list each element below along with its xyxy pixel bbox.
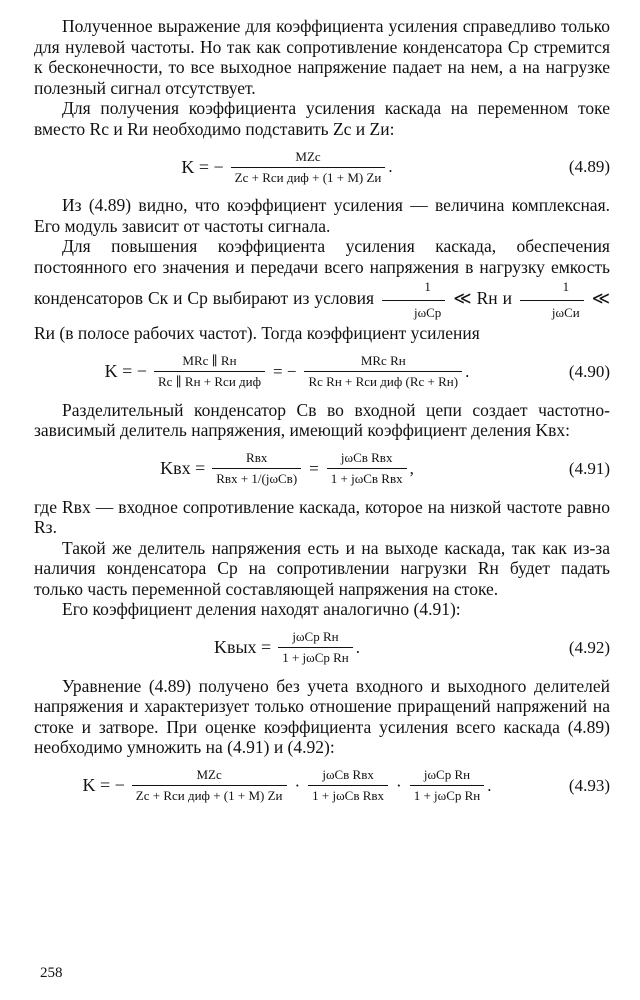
- equation-number: (4.93): [568, 775, 610, 795]
- cond-relation-1: ≪ Rн: [453, 288, 498, 309]
- page-content: [34, 16, 610, 814]
- paragraph-3: Из (4.89) видно, что коэффициент усиления — величина комплексная. Его модуль зависит от частоты сигнала.: [34, 195, 610, 236]
- eq-numerator-1: MRс ∥ Rн: [182, 353, 237, 368]
- eq-numerator-2: jωCв Rвх: [340, 450, 393, 465]
- condition-fraction-1: [382, 277, 445, 323]
- paragraph-1: Полученное выражение для коэффициента усиления справедливо только для нулевой частоты. Но так как сопротивление конденсатора Cр стремится к бесконечности, то все выходное напряжение падает на нем, а на нагрузке полезный сигнал отсутствует.: [34, 16, 610, 98]
- eq-equals: = −: [273, 361, 297, 381]
- eq-fraction-2: [308, 767, 388, 804]
- equation-number: (4.90): [568, 361, 610, 381]
- cond-numerator-1: 1: [424, 279, 431, 294]
- equation-number: (4.91): [568, 458, 610, 478]
- condition-fraction-2: [520, 277, 584, 323]
- equation-4-91: [34, 441, 610, 497]
- equation-4-90: [34, 344, 610, 400]
- eq-denominator-2: 1 + jωCв Rвх: [308, 785, 388, 804]
- paragraph-6: где Rвх — входное сопротивление каскада, которое на низкой частоте равно Rз.: [34, 496, 610, 537]
- eq-denominator-2: Rс Rн + Rси диф (Rс + Rн): [304, 371, 462, 390]
- eq-denominator-1: Rс ∥ Rн + Rси диф: [154, 371, 265, 390]
- equation-number: (4.89): [568, 157, 610, 176]
- eq-denominator: 1 + jωCр Rн: [278, 647, 353, 666]
- eq-lhs: K = −: [104, 361, 147, 381]
- eq-fraction-1: [132, 767, 287, 804]
- page-number: 258: [40, 965, 63, 981]
- eq-tail: ,: [409, 458, 414, 478]
- paragraph-4-text-b: (в полосе рабочих частот). Тогда коэффициент усиления: [59, 323, 480, 343]
- eq-numerator-1: Rвх: [246, 450, 268, 465]
- eq-numerator-1: MZс: [196, 767, 222, 782]
- cond-and: и: [502, 288, 512, 309]
- eq-fraction: [231, 149, 386, 186]
- eq-numerator: jωCр Rн: [292, 629, 339, 644]
- eq-fraction-2: [327, 450, 407, 487]
- eq-fraction-1: [212, 450, 301, 487]
- eq-denominator-2: 1 + jωCв Rвх: [327, 468, 407, 487]
- eq-fraction-1: [154, 353, 265, 390]
- paragraph-7: Такой же делитель напряжения есть и на выходе каскада, так как из-за наличия конденсатора Cр на сопротивлении нагрузки Rн будет падать только часть переменной составляющей напряжения на стоке.: [34, 537, 610, 599]
- eq-tail: .: [465, 361, 470, 381]
- eq-fraction: [278, 629, 353, 666]
- equation-4-92: [34, 620, 610, 676]
- eq-lhs: Kвых =: [213, 637, 272, 657]
- paragraph-4-text-a: Для повышения коэффициента усиления каскада, обеспечения постоянного его значения и передачи всего напряжения в нагрузку емкость конденсаторов Cк и Cр выбирают из условия: [34, 236, 610, 309]
- eq-tail: .: [355, 637, 361, 657]
- paragraph-5: Разделительный конденсатор Cв во входной цепи создает частотно-зависимый делитель напряжения, имеющий коэффициент деления Kвх:: [34, 399, 610, 440]
- eq-numerator-2: jωCв Rвх: [322, 767, 374, 782]
- eq-lhs: K = −: [181, 156, 224, 177]
- eq-fraction-2: [304, 353, 462, 390]
- eq-fraction-3: [410, 767, 485, 804]
- paragraph-8: Его коэффициент деления находят аналогично (4.91):: [62, 599, 461, 619]
- paragraph-9: Уравнение (4.89) получено без учета входного и выходного делителей напряжения и характеризует только отношение приращений напряжений на стоке и затворе. При оценке коэффициента усиления всего каскада (4.89) необходимо умножить на (4.91) и (4.92):: [34, 675, 610, 757]
- cond-relation-2: ≪ Rи: [34, 288, 611, 343]
- eq-denominator-3: 1 + jωCр Rн: [410, 785, 485, 804]
- eq-numerator: MZс: [295, 148, 321, 164]
- eq-denominator-1: Zс + Rси диф + (1 + M) Zи: [132, 785, 287, 804]
- cond-denominator-2: jωCи: [520, 300, 584, 324]
- equation-number: (4.92): [568, 637, 610, 657]
- cond-numerator-2: 1: [562, 279, 570, 294]
- equation-4-93: [34, 758, 610, 814]
- eq-dot-2: ·: [396, 775, 402, 795]
- eq-lhs: Kвх =: [160, 458, 206, 478]
- eq-dot-1: ·: [294, 775, 301, 795]
- eq-lhs: K = −: [82, 775, 125, 795]
- eq-numerator-3: jωCр Rн: [423, 767, 471, 782]
- paragraph-2: Для получения коэффициента усиления каскада на переменном токе вместо Rс и Rи необходимо подставить Zс и Zи:: [34, 98, 610, 139]
- eq-numerator-2: MRс Rн: [360, 353, 406, 368]
- equation-4-89: [34, 139, 610, 195]
- eq-equals: =: [309, 458, 319, 478]
- paragraph-4: [34, 236, 610, 344]
- cond-denominator-1: jωCр: [382, 300, 445, 324]
- eq-tail: .: [388, 157, 393, 176]
- eq-tail: .: [487, 775, 492, 795]
- eq-denominator: Zс + Rси диф + (1 + M) Zи: [231, 167, 386, 186]
- eq-denominator-1: Rвх + 1/(jωCв): [212, 468, 301, 487]
